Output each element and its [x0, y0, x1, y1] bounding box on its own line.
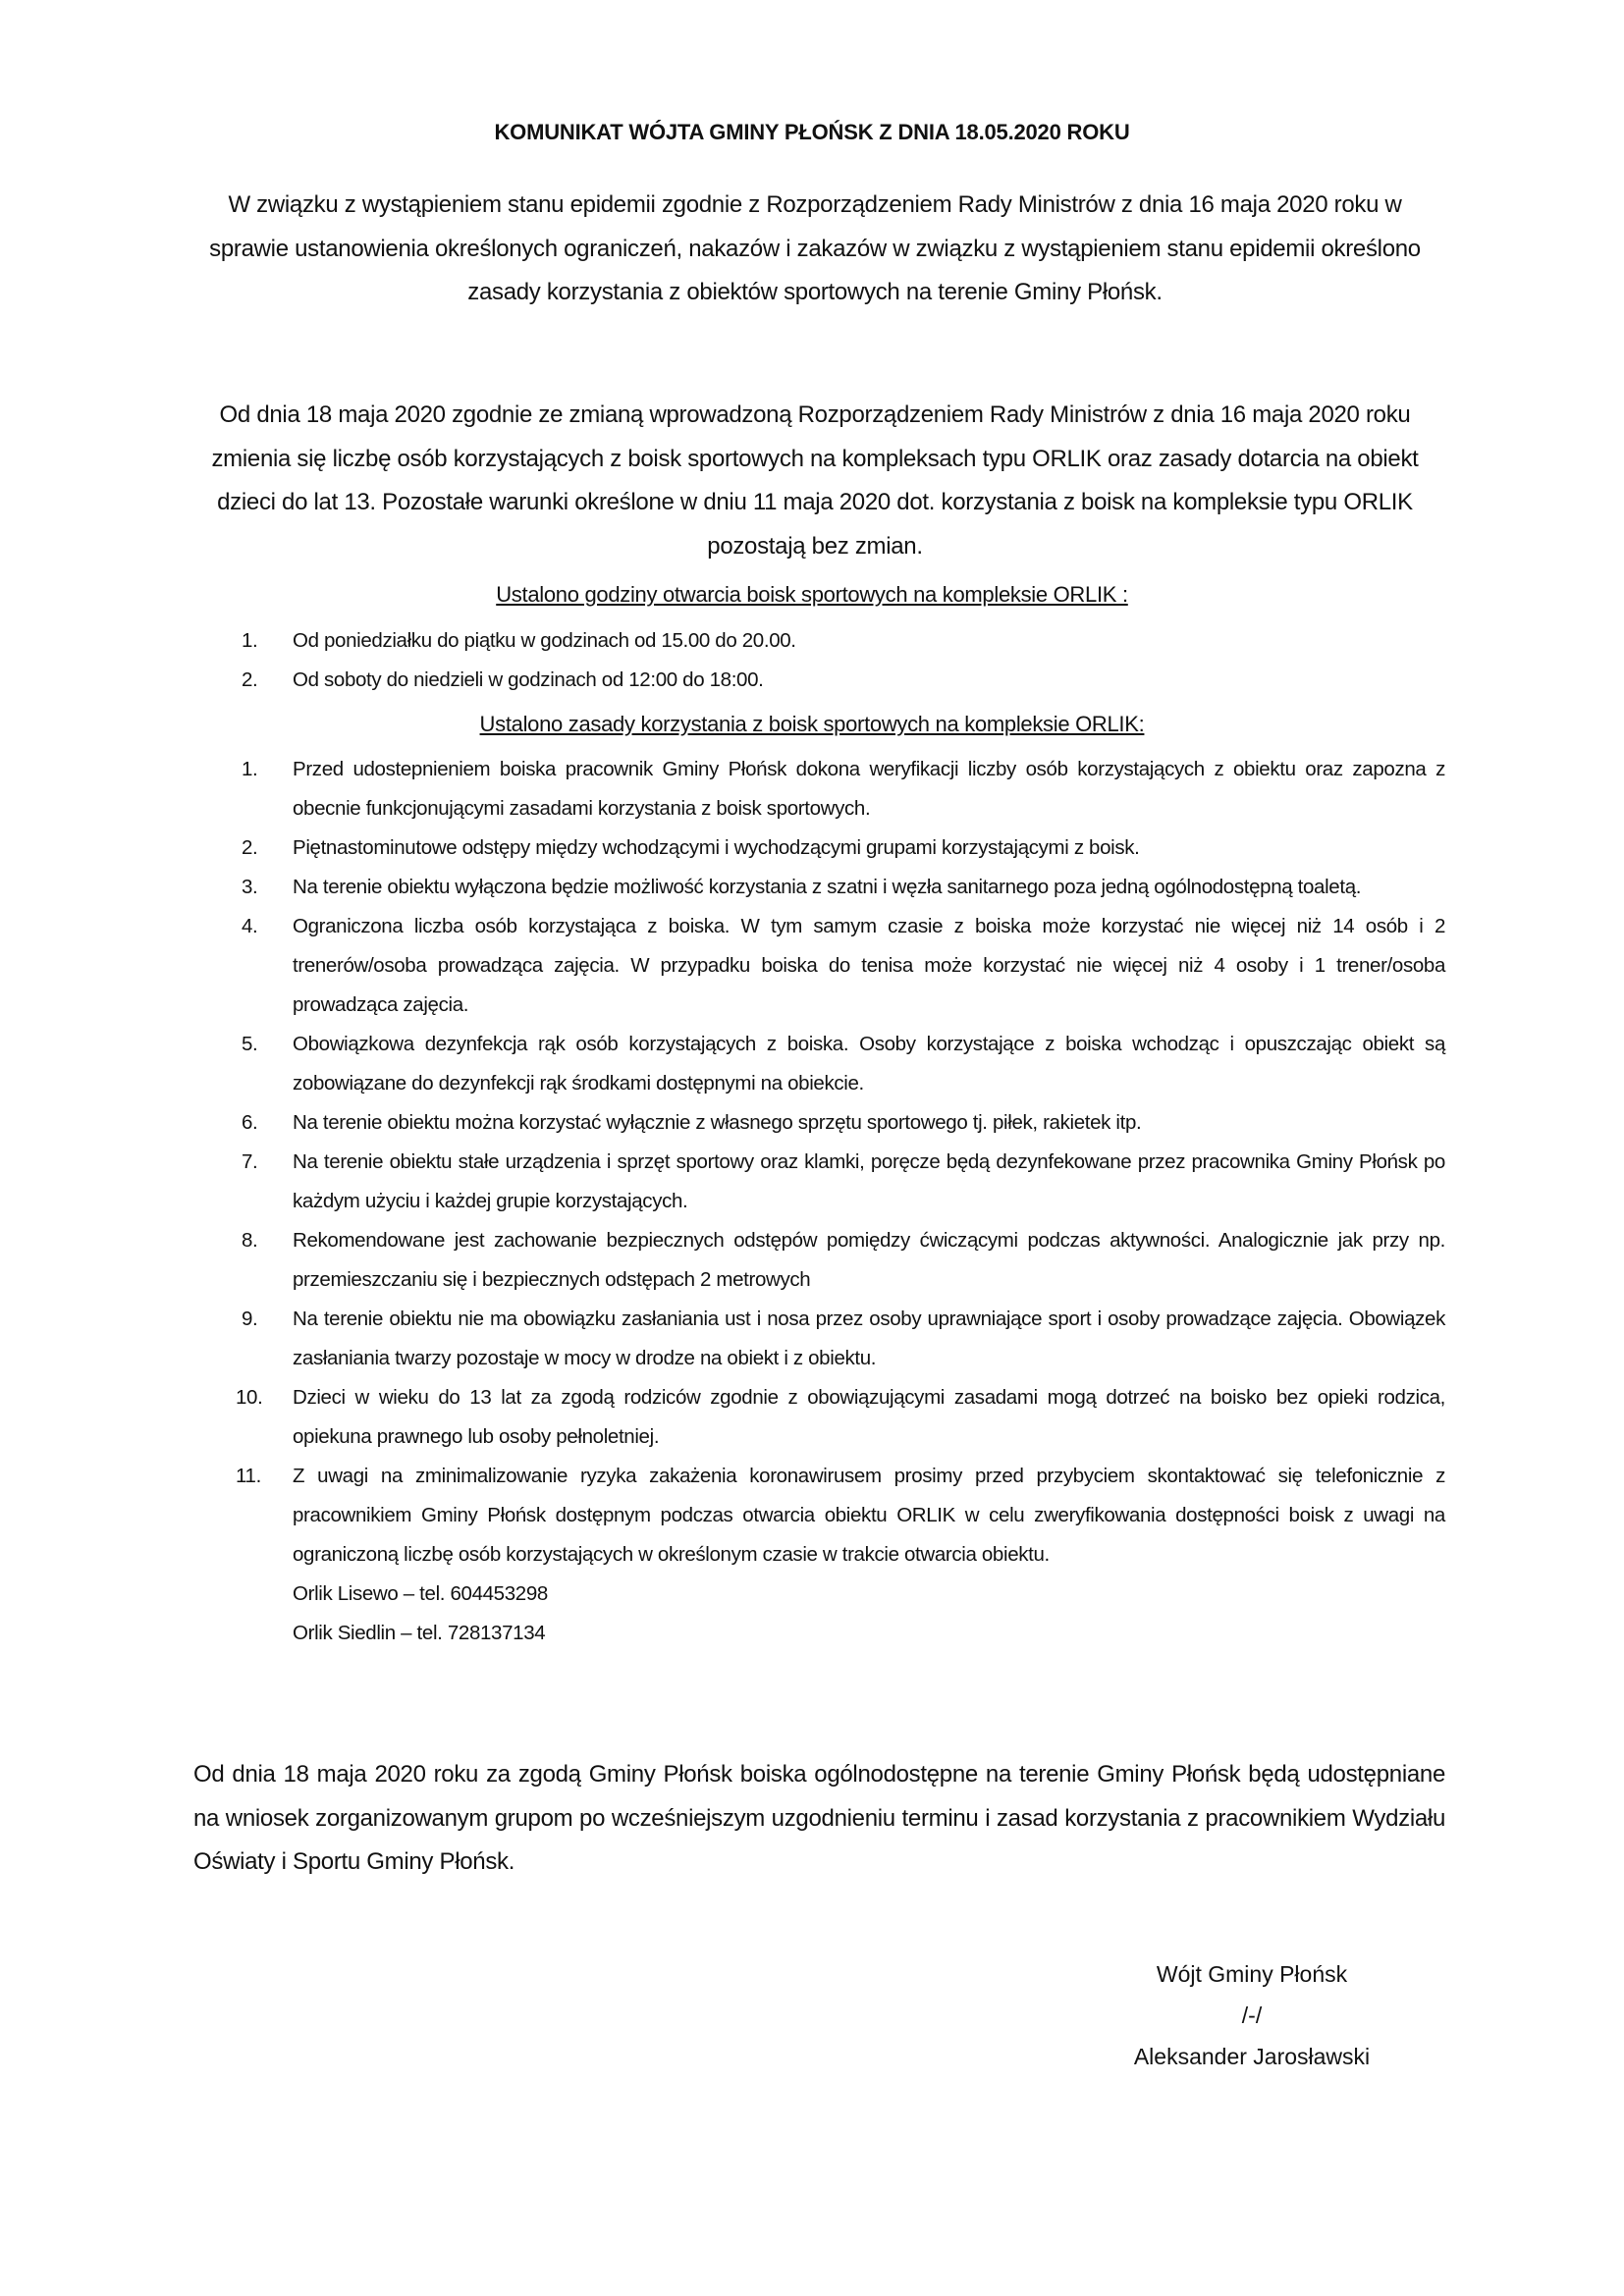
rules-list-item [236, 907, 1445, 1025]
intro-paragraph: W związku z wystąpieniem stanu epidemii zgodnie z Rozporządzeniem Rady Ministrów z dnia 16 maja 2020 roku w sprawie ustanowienia określonych ograniczeń, nakazów i zakazów w związku z wystąpieniem stanu epidemii określono zasady korzystania z obiektów sportowych na terenie Gminy Płońsk. [209, 191, 1421, 305]
list-item-text: Rekomendowane jest zachowanie bezpiecznych odstępów pomiędzy ćwiczącymi podczas aktywności. Analogicznie jak przy np. przemieszczaniu się i bezpiecznych odstępach 2 metrowych [293, 1229, 1445, 1291]
final-paragraph: Od dnia 18 maja 2020 roku za zgodą Gminy Płońsk boiska ogólnodostępne na terenie Gminy Płońsk będą udostępniane na wniosek zorganizowanym grupom po wcześniejszym uzgodnieniu terminu i zasad korzystania z pracownikiem Wydziału Oświaty i Sportu Gminy Płońsk. [193, 1761, 1445, 1875]
list-item-text: Z uwagi na zminimalizowanie ryzyka zakażenia koronawirusem prosimy przed przybyciem skontaktować się telefonicznie z pracownikiem Gminy Płońsk dostępnym podczas otwarcia obiektu ORLIK w celu zweryfikowania dostępności boisk z uwagi na ograniczoną liczbę osób korzystających w określonym czasie w trakcie otwarcia obiektu. [293, 1465, 1445, 1566]
rules-list-item [236, 868, 1445, 907]
list-item-text: Na terenie obiektu stałe urządzenia i sprzęt sportowy oraz klamki, poręcze będą dezynfekowane przez pracownika Gminy Płońsk po każdym użyciu i każdej grupie korzystających. [293, 1150, 1445, 1212]
signature-role: Wójt Gminy Płońsk [1156, 1961, 1348, 1987]
rules-list-item [236, 1143, 1445, 1221]
rules-list-item [236, 1221, 1445, 1300]
list-item-text: Przed udostepnieniem boiska pracownik Gminy Płońsk dokona weryfikacji liczby osób korzystających z obiektu oraz zapozna z obecnie funkcjonującymi zasadami korzystania z boisk sportowych. [293, 758, 1445, 820]
list-item-text: Na terenie obiektu można korzystać wyłącznie z własnego sprzętu sportowego tj. piłek, rakietek itp. [293, 1111, 1142, 1134]
rules-list-item [236, 1025, 1445, 1103]
rules-list-item [236, 828, 1445, 868]
list-item-text: Od poniedziałku do piątku w godzinach od 15.00 do 20.00. [293, 629, 796, 652]
document-title: KOMUNIKAT WÓJTA GMINY PŁOŃSK Z DNIA 18.05.2020 ROKU [494, 120, 1130, 144]
hours-list [236, 621, 1445, 700]
list-number: 11. [236, 1465, 261, 1487]
rules-section-heading: Ustalono zasady korzystania z boisk sportowych na kompleksie ORLIK: [479, 712, 1145, 736]
rules-list-item [236, 1457, 1445, 1653]
rules-list [236, 750, 1445, 1653]
list-item-text: Piętnastominutowe odstępy między wchodzącymi i wychodzącymi grupami korzystającymi z boisk. [293, 836, 1140, 859]
list-number: 8. [242, 1229, 258, 1252]
list-number: 2. [242, 836, 258, 859]
list-item-text: Na terenie obiektu wyłączona będzie możliwość korzystania z szatni i węzła sanitarnego poza jedną ogólnodostępną toaletą. [293, 876, 1362, 898]
rules-list-item [236, 1300, 1445, 1378]
signature-mark: /-/ [1241, 2002, 1263, 2028]
list-number: 5. [242, 1033, 258, 1055]
list-number: 10. [236, 1386, 263, 1409]
contact-lisewo: Orlik Lisewo – tel. 604453298 [293, 1582, 548, 1605]
list-number: 1. [242, 758, 258, 780]
hours-list-item [236, 661, 1445, 700]
list-item-text: Na terenie obiektu nie ma obowiązku zasłaniania ust i nosa przez osoby uprawniające sport i osoby prowadzące zajęcia. Obowiązek zasłaniania twarzy pozostaje w mocy w drodze na obiekt i z obiektu. [293, 1308, 1445, 1369]
list-item-text: Dzieci w wieku do 13 lat za zgodą rodziców zgodnie z obowiązującymi zasadami mogą dotrzeć na boisko bez opieki rodzica, opiekuna prawnego lub osoby pełnoletniej. [293, 1386, 1445, 1448]
list-number: 7. [242, 1150, 258, 1173]
list-item-text: Ograniczona liczba osób korzystająca z boiska. W tym samym czasie z boiska może korzystać nie więcej niż 14 osób i 2 trenerów/osoba prowadząca zajęcia. W przypadku boiska do tenisa może korzystać nie więcej niż 4 osoby i 1 trener/osoba prowadząca zajęcia. [293, 915, 1445, 1016]
signature-block [1090, 1953, 1414, 2077]
signature-name: Aleksander Jarosławski [1133, 2044, 1371, 2069]
hours-section-heading: Ustalono godziny otwarcia boisk sportowych na kompleksie ORLIK : [496, 582, 1128, 607]
list-number: 6. [242, 1111, 258, 1134]
list-item-text: Obowiązkowa dezynfekcja rąk osób korzystających z boiska. Osoby korzystające z boiska wchodząc i opuszczając obiekt są zobowiązane do dezynfekcji rąk środkami dostępnymi na obiekcie. [293, 1033, 1445, 1095]
change-paragraph: Od dnia 18 maja 2020 zgodnie ze zmianą wprowadzoną Rozporządzeniem Rady Ministrów z dnia 16 maja 2020 roku zmienia się liczbę osób korzystających z boisk sportowych na kompleksach typu ORLIK oraz zasady dotarcia na obiekt dzieci do lat 13. Pozostałe warunki określone w dniu 11 maja 2020 dot. korzystania z boisk na kompleksie typu ORLIK pozostają bez zmian. [211, 401, 1419, 560]
list-number: 1. [242, 629, 258, 652]
rules-list-item [236, 750, 1445, 828]
list-number: 2. [242, 668, 258, 691]
rules-list-item [236, 1378, 1445, 1457]
contact-siedlin: Orlik Siedlin – tel. 728137134 [293, 1622, 546, 1644]
hours-list-item [236, 621, 1445, 661]
list-item-text: Od soboty do niedzieli w godzinach od 12:00 do 18:00. [293, 668, 764, 691]
list-number: 9. [242, 1308, 258, 1330]
rules-list-item [236, 1103, 1445, 1143]
list-number: 3. [242, 876, 258, 898]
list-number: 4. [242, 915, 258, 937]
